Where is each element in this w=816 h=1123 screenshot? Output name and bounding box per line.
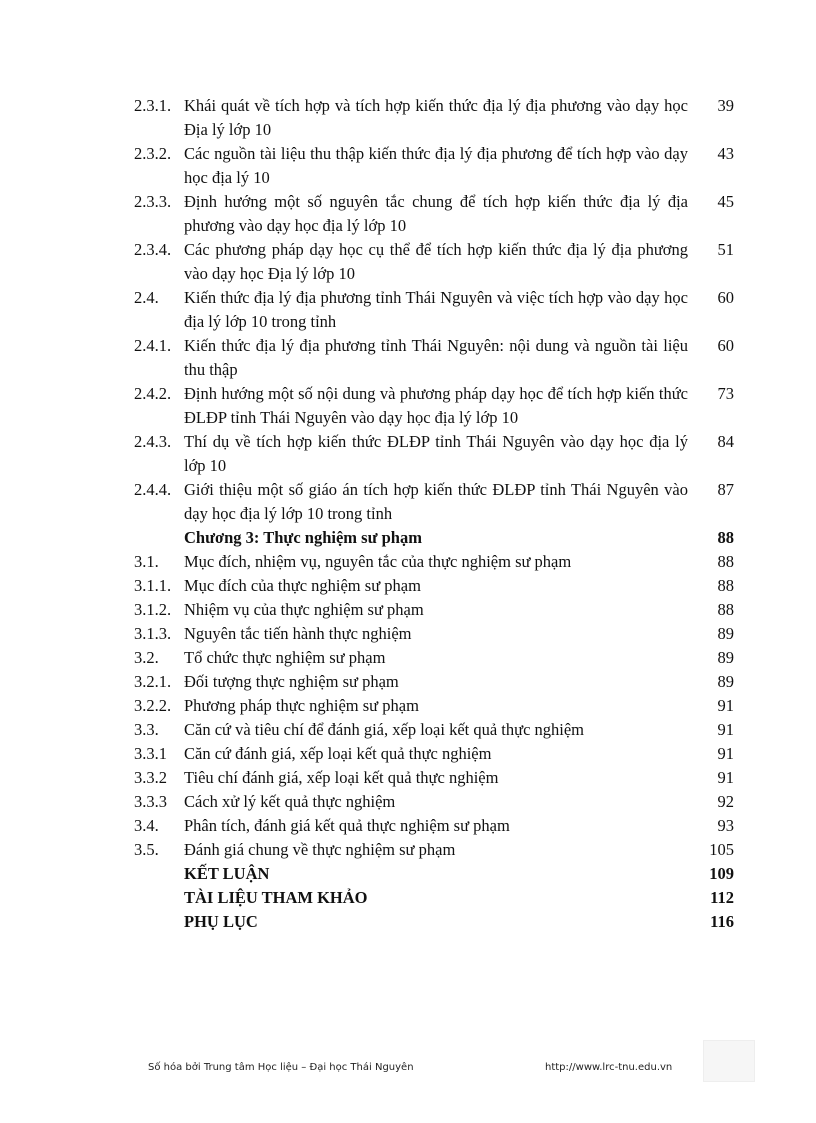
toc-entry-page: 91	[717, 768, 734, 787]
footer-digitized-by: Số hóa bởi Trung tâm Học liệu – Đại học Thái Nguyên	[148, 1062, 414, 1073]
toc-entry	[134, 574, 734, 598]
toc-entry-number: 3.4.	[134, 816, 159, 835]
toc-entry	[134, 190, 734, 238]
toc-entry-title: Kiến thức địa lý địa phương tỉnh Thái Nguyên: nội dung và nguồn tài liệu thu thập	[184, 336, 688, 379]
toc-entry-number: 3.1.1.	[134, 576, 172, 595]
toc-entry-title: Nguyên tắc tiến hành thực nghiệm	[184, 624, 412, 643]
toc-entry-number: 3.3.	[134, 720, 159, 739]
toc-entry	[134, 694, 734, 718]
toc-entry-page: 88	[717, 600, 734, 619]
toc-entry-title: Các nguồn tài liệu thu thập kiến thức địa lý địa phương để tích hợp vào dạy học địa lý 10	[184, 144, 688, 187]
toc-entry-page: 91	[717, 720, 734, 739]
toc-entry-number: 3.3.2	[134, 768, 167, 787]
toc-entry	[134, 238, 734, 286]
toc-entry-title: PHỤ LỤC	[184, 912, 258, 931]
toc-entry-title: Các phương pháp dạy học cụ thể để tích hợp kiến thức địa lý địa phương vào dạy học Địa lý lớp 10	[184, 240, 688, 283]
toc-entry	[134, 910, 734, 934]
toc-entry-number: 3.2.2.	[134, 696, 172, 715]
toc-entry-page: 43	[717, 144, 734, 163]
toc-entry	[134, 382, 734, 430]
toc-entry	[134, 478, 734, 526]
toc-entry-page: 84	[717, 432, 734, 451]
toc-entry-title: Phương pháp thực nghiệm sư phạm	[184, 696, 419, 715]
toc-entry-number: 3.1.	[134, 552, 159, 571]
toc-entry-title: Đối tượng thực nghiệm sư phạm	[184, 672, 399, 691]
toc-entry-page: 116	[710, 912, 734, 931]
toc-entry-title: Kiến thức địa lý địa phương tỉnh Thái Nguyên và việc tích hợp vào dạy học địa lý lớp 10 trong tỉnh	[184, 288, 688, 331]
toc-entry	[134, 94, 734, 142]
toc-entry-title: Định hướng một số nguyên tắc chung để tích hợp kiến thức địa lý địa phương vào dạy học địa lý lớp 10	[184, 192, 688, 235]
toc-entry-number: 2.4.1.	[134, 336, 172, 355]
toc-entry-title: Tổ chức thực nghiệm sư phạm	[184, 648, 386, 667]
toc-entry-page: 60	[717, 288, 734, 307]
toc-entry	[134, 886, 734, 910]
toc-entry-title: Căn cứ đánh giá, xếp loại kết quả thực nghiệm	[184, 744, 492, 763]
toc-entry-page: 105	[709, 840, 734, 859]
toc-entry-number: 2.4.	[134, 288, 159, 307]
toc-entry-page: 91	[717, 744, 734, 763]
toc-entry-title: KẾT LUẬN	[184, 864, 270, 883]
toc-entry-number: 3.2.1.	[134, 672, 172, 691]
toc-entry	[134, 334, 734, 382]
toc-entry-page: 45	[717, 192, 734, 211]
toc-entry-title: Giới thiệu một số giáo án tích hợp kiến thức ĐLĐP tỉnh Thái Nguyên vào dạy học địa lý lớp 10 trong tỉnh	[184, 480, 688, 523]
toc-entry-page: 39	[717, 96, 734, 115]
toc-entry-title: Nhiệm vụ của thực nghiệm sư phạm	[184, 600, 424, 619]
toc-entry-number: 2.4.2.	[134, 384, 172, 403]
toc-entry-number: 3.3.3	[134, 792, 167, 811]
toc-entry-page: 92	[717, 792, 734, 811]
toc-entry-title: Thí dụ về tích hợp kiến thức ĐLĐP tỉnh Thái Nguyên vào dạy học địa lý lớp 10	[184, 432, 688, 475]
toc-entry-page: 93	[717, 816, 734, 835]
toc-entry	[134, 286, 734, 334]
toc-entry	[134, 526, 734, 550]
toc-entry-number: 2.3.2.	[134, 144, 172, 163]
toc-entry	[134, 670, 734, 694]
toc-entry-page: 109	[709, 864, 734, 883]
toc-entry-number: 3.2.	[134, 648, 159, 667]
toc-entry-page: 112	[710, 888, 734, 907]
toc-entry-title: Mục đích, nhiệm vụ, nguyên tắc của thực nghiệm sư phạm	[184, 552, 572, 571]
toc-entry	[134, 766, 734, 790]
toc-entry-number: 3.1.3.	[134, 624, 172, 643]
footer-url: http://www.lrc-tnu.edu.vn	[545, 1062, 673, 1073]
toc-entry-title: TÀI LIỆU THAM KHẢO	[184, 888, 368, 907]
toc-entry-title: Phân tích, đánh giá kết quả thực nghiệm sư phạm	[184, 816, 510, 835]
toc-entry-title: Tiêu chí đánh giá, xếp loại kết quả thực nghiệm	[184, 768, 499, 787]
toc-entry	[134, 838, 734, 862]
toc-entry	[134, 814, 734, 838]
toc-entry-page: 89	[717, 672, 734, 691]
toc-entry	[134, 862, 734, 886]
toc-entry-page: 51	[717, 240, 734, 259]
toc-entry	[134, 742, 734, 766]
toc-entry-number: 2.3.1.	[134, 96, 172, 115]
toc-entry-page: 73	[717, 384, 734, 403]
toc-entry-page: 88	[717, 576, 734, 595]
toc-entry-title: Căn cứ và tiêu chí để đánh giá, xếp loại kết quả thực nghiệm	[184, 720, 585, 739]
toc-entry	[134, 646, 734, 670]
toc-entry-title: Khái quát về tích hợp và tích hợp kiến thức địa lý địa phương vào dạy học Địa lý lớp 10	[184, 96, 688, 139]
toc-entry-number: 2.3.3.	[134, 192, 172, 211]
toc-entry-number: 3.3.1	[134, 744, 167, 763]
toc-entry	[134, 790, 734, 814]
toc-entry	[134, 550, 734, 574]
toc-entry-page: 88	[717, 528, 734, 547]
toc-entry-title: Chương 3: Thực nghiệm sư phạm	[184, 528, 422, 547]
toc-entry-page: 89	[717, 648, 734, 667]
toc-entry	[134, 430, 734, 478]
toc-entry	[134, 598, 734, 622]
toc-entry-number: 3.1.2.	[134, 600, 172, 619]
library-stamp	[703, 1040, 755, 1082]
toc-entry	[134, 622, 734, 646]
toc-entry-number: 2.4.3.	[134, 432, 172, 451]
toc-entry-page: 91	[717, 696, 734, 715]
toc-entry-number: 2.4.4.	[134, 480, 172, 499]
table-of-contents	[134, 94, 734, 934]
toc-entry-title: Mục đích của thực nghiệm sư phạm	[184, 576, 421, 595]
toc-entry-page: 88	[717, 552, 734, 571]
toc-entry-number: 3.5.	[134, 840, 159, 859]
toc-entry-title: Cách xử lý kết quả thực nghiệm	[184, 792, 396, 811]
toc-entry-title: Định hướng một số nội dung và phương pháp dạy học để tích hợp kiến thức ĐLĐP tỉnh Thái Nguyên vào dạy học địa lý lớp 10	[184, 384, 688, 427]
toc-entry-page: 89	[717, 624, 734, 643]
toc-entry	[134, 718, 734, 742]
toc-entry	[134, 142, 734, 190]
toc-entry-number: 2.3.4.	[134, 240, 172, 259]
toc-entry-title: Đánh giá chung về thực nghiệm sư phạm	[184, 840, 456, 859]
toc-entry-page: 87	[717, 480, 734, 499]
toc-entry-page: 60	[717, 336, 734, 355]
